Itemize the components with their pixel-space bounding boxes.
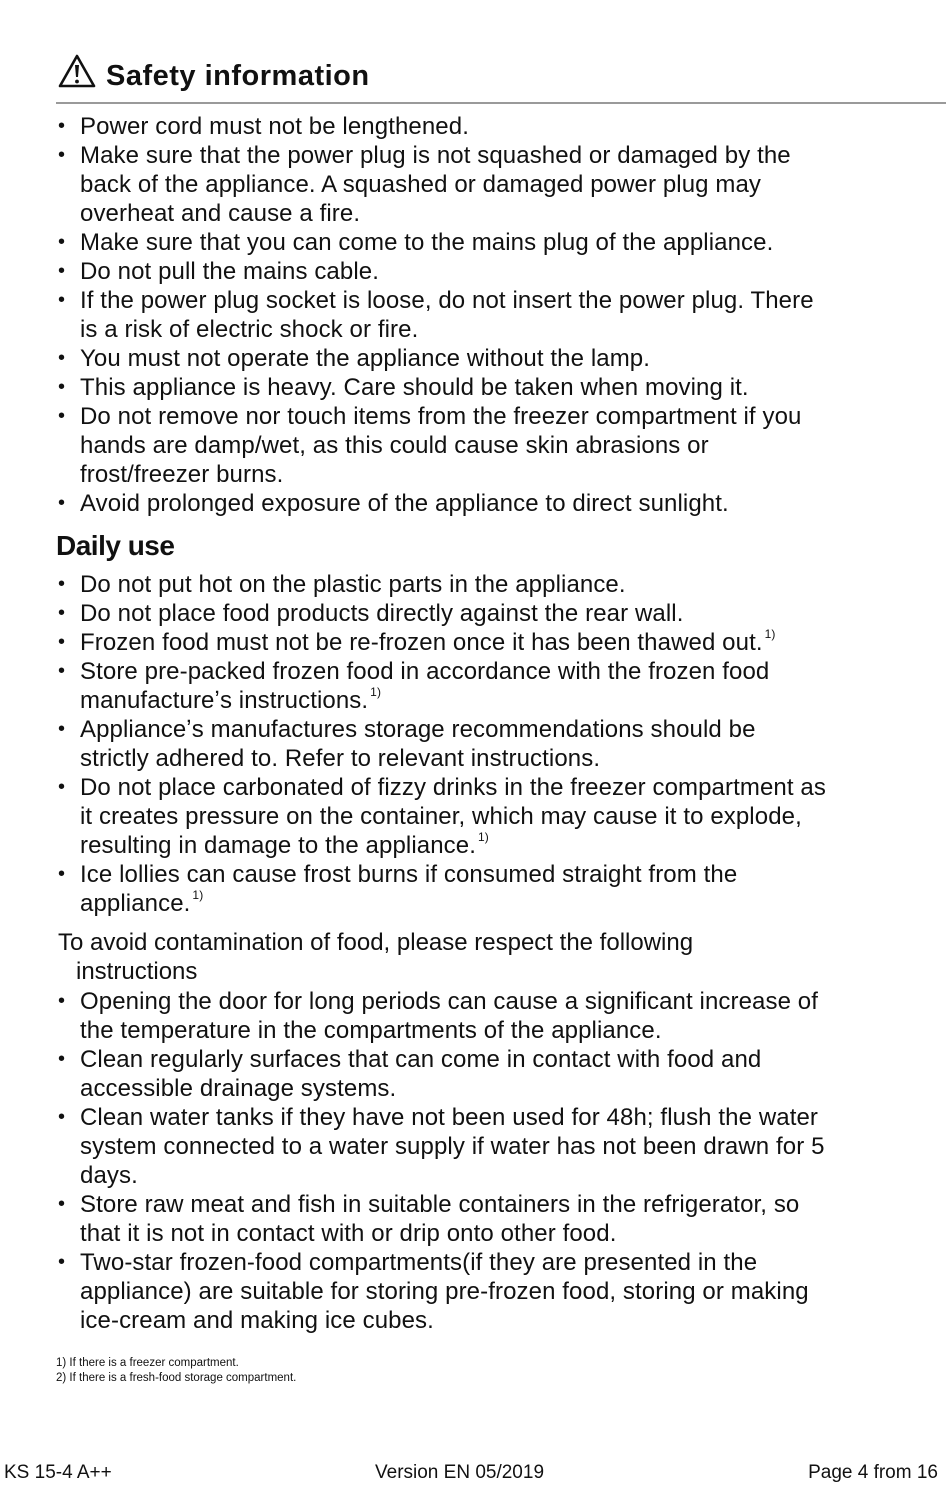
list-item: [58, 344, 943, 373]
list-item-line: overheat and cause a fire.: [80, 200, 361, 227]
list-item-line: Do not pull the mains cable.: [80, 258, 379, 285]
list-item-line: appliance) are suitable for storing pre-frozen food, storing or making: [80, 1278, 809, 1305]
bullet-icon: •: [58, 1193, 66, 1215]
page-footer: [0, 1461, 950, 1485]
safety-list: [58, 112, 943, 518]
list-item: [58, 715, 943, 773]
bullet-icon: •: [58, 1106, 66, 1128]
list-item-line: Do not put hot on the plastic parts in the appliance.: [80, 571, 626, 598]
list-item: [58, 228, 943, 257]
footnotes: [56, 1356, 296, 1386]
bullet-icon: •: [58, 1251, 66, 1273]
intro-line: instructions: [76, 958, 198, 985]
list-item: [58, 599, 943, 628]
list-item: [58, 286, 943, 344]
bullet-icon: •: [58, 376, 66, 398]
list-item-line: days.: [80, 1162, 138, 1189]
bullet-icon: •: [58, 260, 66, 282]
list-item-line: that it is not in contact with or drip onto other food.: [80, 1220, 617, 1247]
list-item-line: frost/freezer burns.: [80, 461, 284, 488]
list-item: [58, 860, 943, 918]
list-item: [58, 773, 943, 860]
bullet-icon: •: [58, 492, 66, 514]
list-item-line: back of the appliance. A squashed or damaged power plug may: [80, 171, 762, 198]
list-item: [58, 373, 943, 402]
footnote-ref: 1): [370, 685, 382, 699]
bullet-icon: •: [58, 718, 66, 740]
list-item-line: manufactureʼs instructions. $^{1)}$: [80, 685, 382, 714]
daily-use-heading: Daily use: [56, 530, 175, 561]
bullet-icon: •: [58, 347, 66, 369]
list-item-line: You must not operate the appliance without the lamp.: [80, 345, 651, 372]
footnote: 1) If there is a freezer compartment.: [56, 1357, 239, 1369]
bullet-icon: •: [58, 631, 66, 653]
list-item-line: Make sure that the power plug is not squashed or damaged by the: [80, 142, 791, 169]
bullet-icon: •: [58, 863, 66, 885]
bullet-icon: •: [58, 144, 66, 166]
bullet-icon: •: [58, 115, 66, 137]
list-item: [58, 657, 943, 715]
page-title: Safety information: [106, 60, 370, 92]
list-item-line: hands are damp/wet, as this could cause skin abrasions or: [80, 432, 709, 459]
footnote-ref: 1): [477, 830, 489, 844]
list-item-line: strictly adhered to. Refer to relevant instructions.: [80, 745, 601, 772]
list-item: [58, 570, 943, 599]
bullet-icon: •: [58, 602, 66, 624]
bullet-icon: •: [58, 990, 66, 1012]
list-item: [58, 628, 943, 657]
bullet-icon: •: [58, 405, 66, 427]
list-item: [58, 987, 943, 1045]
list-item-line: Applianceʼs manufactures storage recommendations should be: [80, 716, 756, 743]
list-item-line: Clean water tanks if they have not been used for 48h; flush the water: [80, 1104, 819, 1131]
list-item-line: Do not remove nor touch items from the freezer compartment if you: [80, 403, 802, 430]
contamination-list: [58, 987, 943, 1335]
footer-version: Version EN 05/2019: [375, 1462, 545, 1483]
list-item-line: Avoid prolonged exposure of the appliance to direct sunlight.: [80, 490, 729, 517]
footnote: 2) If there is a fresh-food storage compartment.: [56, 1372, 297, 1384]
list-item-line: Power cord must not be lengthened.: [80, 113, 469, 140]
contamination-intro: [58, 928, 918, 986]
bullet-icon: •: [58, 231, 66, 253]
list-item-line: Make sure that you can come to the mains plug of the appliance.: [80, 229, 774, 256]
list-item: [58, 141, 943, 228]
list-item: [58, 1045, 943, 1103]
warning-triangle-icon: [58, 54, 96, 88]
list-item-line: If the power plug socket is loose, do not insert the power plug. There: [80, 287, 814, 314]
list-item-line: Do not place carbonated of fizzy drinks in the freezer compartment as: [80, 774, 826, 801]
bullet-icon: •: [58, 289, 66, 311]
list-item-line: Do not place food products directly against the rear wall.: [80, 600, 684, 627]
footnote-ref: 1): [192, 888, 204, 902]
list-item: [58, 1190, 943, 1248]
bullet-icon: •: [58, 1048, 66, 1070]
daily-use-list: [58, 570, 943, 918]
list-item: [58, 402, 943, 489]
list-item: [58, 112, 943, 141]
footer-model: KS 15-4 A++: [4, 1462, 112, 1483]
footer-page-number: Page 4 from 16: [808, 1462, 938, 1483]
list-item-line: appliance. $^{1)}$: [80, 888, 204, 917]
bullet-icon: •: [58, 776, 66, 798]
list-item-line: system connected to a water supply if water has not been drawn for 5: [80, 1133, 825, 1160]
section-header: [56, 50, 946, 104]
list-item-line: ice-cream and making ice cubes.: [80, 1307, 434, 1334]
list-item-line: the temperature in the compartments of the appliance.: [80, 1017, 662, 1044]
list-item-line: Frozen food must not be re-frozen once it has been thawed out. $^{1)}$: [80, 627, 776, 656]
list-item-line: Store raw meat and fish in suitable containers in the refrigerator, so: [80, 1191, 800, 1218]
list-item-line: Opening the door for long periods can cause a significant increase of: [80, 988, 819, 1015]
bullet-icon: •: [58, 660, 66, 682]
intro-line: To avoid contamination of food, please respect the following: [58, 929, 694, 956]
list-item: [58, 1248, 943, 1335]
list-item-line: Two-star frozen-food compartments(if they are presented in the: [80, 1249, 758, 1276]
list-item-line: accessible drainage systems.: [80, 1075, 397, 1102]
list-item: [58, 1103, 943, 1190]
list-item: [58, 489, 943, 518]
list-item-line: Ice lollies can cause frost burns if consumed straight from the: [80, 861, 738, 888]
list-item-line: Store pre-packed frozen food in accordance with the frozen food: [80, 658, 770, 685]
bullet-icon: •: [58, 573, 66, 595]
list-item: [58, 257, 943, 286]
list-item-line: Clean regularly surfaces that can come in contact with food and: [80, 1046, 762, 1073]
list-item-line: is a risk of electric shock or fire.: [80, 316, 419, 343]
footnote-ref: 1): [764, 627, 776, 641]
list-item-line: resulting in damage to the appliance. $^{1)}$: [80, 830, 489, 859]
list-item-line: it creates pressure on the container, which may cause it to explode,: [80, 803, 802, 830]
list-item-line: This appliance is heavy. Care should be taken when moving it.: [80, 374, 749, 401]
